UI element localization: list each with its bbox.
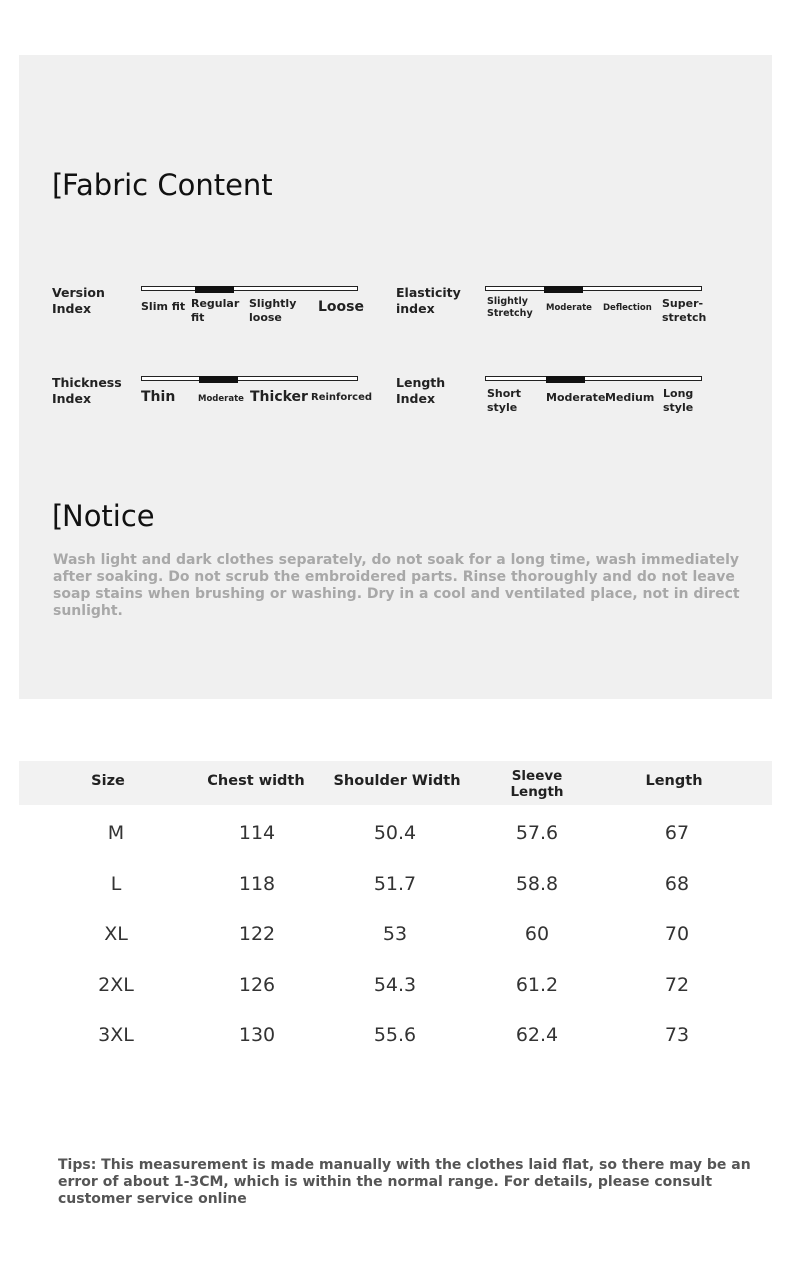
table-cell: 51.7 bbox=[373, 873, 417, 895]
elasticity-option-moderate: Moderate bbox=[546, 303, 592, 313]
thickness-index-selected-marker bbox=[199, 376, 238, 383]
length-option-moderate: Moderate bbox=[546, 391, 606, 404]
table-cell: 67 bbox=[664, 822, 690, 844]
bracket-icon: [ bbox=[52, 499, 64, 533]
length-index-bar bbox=[485, 376, 702, 381]
table-cell: 126 bbox=[238, 974, 276, 996]
elasticity-index-label: Elasticity index bbox=[396, 285, 461, 316]
table-cell: 114 bbox=[238, 822, 276, 844]
header-chest-width: Chest width bbox=[207, 773, 305, 789]
elasticity-option-deflection: Deflection bbox=[603, 303, 652, 313]
header-sleeve-length: Sleeve Length bbox=[510, 768, 564, 800]
version-index-selected-marker bbox=[195, 286, 234, 293]
table-cell: 61.2 bbox=[515, 974, 559, 996]
table-cell: M bbox=[107, 822, 125, 844]
thickness-option-moderate: Moderate bbox=[198, 394, 244, 404]
elasticity-option-super-stretch: Super-stretch bbox=[662, 297, 707, 324]
bracket-icon: [ bbox=[52, 168, 64, 202]
length-index-label: Length Index bbox=[396, 375, 446, 406]
length-option-short-style: Short style bbox=[487, 387, 521, 414]
length-index-selected-marker bbox=[546, 376, 585, 383]
header-length: Length bbox=[645, 773, 703, 789]
thickness-option-thin: Thin bbox=[141, 389, 176, 405]
table-cell: 60 bbox=[524, 923, 550, 945]
table-cell: 73 bbox=[664, 1024, 690, 1046]
length-option-medium: Medium bbox=[605, 391, 655, 404]
thickness-index-label: Thickness Index bbox=[52, 375, 122, 406]
thickness-option-reinforced: Reinforced bbox=[311, 392, 373, 403]
version-option-loose: Loose bbox=[318, 299, 364, 315]
thickness-option-thicker: Thicker bbox=[250, 389, 308, 405]
version-index-label: Version Index bbox=[52, 285, 105, 316]
table-cell: 72 bbox=[664, 974, 690, 996]
table-cell: XL bbox=[104, 923, 128, 945]
table-cell: 3XL bbox=[98, 1024, 134, 1046]
table-cell: 68 bbox=[664, 873, 690, 895]
version-index-bar bbox=[141, 286, 358, 291]
table-cell: 2XL bbox=[98, 974, 134, 996]
table-cell: 122 bbox=[238, 923, 276, 945]
table-cell: 57.6 bbox=[515, 822, 559, 844]
elasticity-index-bar bbox=[485, 286, 702, 291]
table-cell: 70 bbox=[664, 923, 690, 945]
version-option-slim: Slim fit bbox=[141, 300, 186, 313]
thickness-index-bar bbox=[141, 376, 358, 381]
version-option-slightly-loose: Slightly loose bbox=[249, 297, 297, 324]
notice-title: [Notice bbox=[52, 499, 155, 533]
table-cell: L bbox=[110, 873, 122, 895]
elasticity-option-slightly-stretchy: Slightly Stretchy bbox=[487, 296, 533, 319]
elasticity-index-selected-marker bbox=[544, 286, 583, 293]
fabric-content-title: [Fabric Content bbox=[52, 168, 273, 202]
table-cell: 50.4 bbox=[373, 822, 417, 844]
table-cell: 55.6 bbox=[373, 1024, 417, 1046]
header-shoulder-width: Shoulder Width bbox=[333, 773, 461, 789]
version-option-regular: Regular fit bbox=[191, 297, 240, 324]
table-cell: 130 bbox=[238, 1024, 276, 1046]
tips-text: Tips: This measurement is made manually with the clothes laid flat, so there may be an error of about 1-3CM, which is within the normal range. For details, please consult customer service online bbox=[58, 1157, 751, 1207]
table-cell: 58.8 bbox=[515, 873, 559, 895]
header-size: Size bbox=[91, 773, 125, 789]
table-cell: 53 bbox=[382, 923, 408, 945]
notice-text: Wash light and dark clothes separately, do not soak for a long time, wash immediately after soaking. Do not scrub the embroidered parts. Rinse thoroughly and do not leave soap stains when brushing or washing. Dry in a cool and ventilated place, not in direct sunlight. bbox=[53, 552, 740, 619]
table-cell: 54.3 bbox=[373, 974, 417, 996]
table-cell: 118 bbox=[238, 873, 276, 895]
table-cell: 62.4 bbox=[515, 1024, 559, 1046]
length-option-long-style: Long style bbox=[663, 387, 694, 414]
